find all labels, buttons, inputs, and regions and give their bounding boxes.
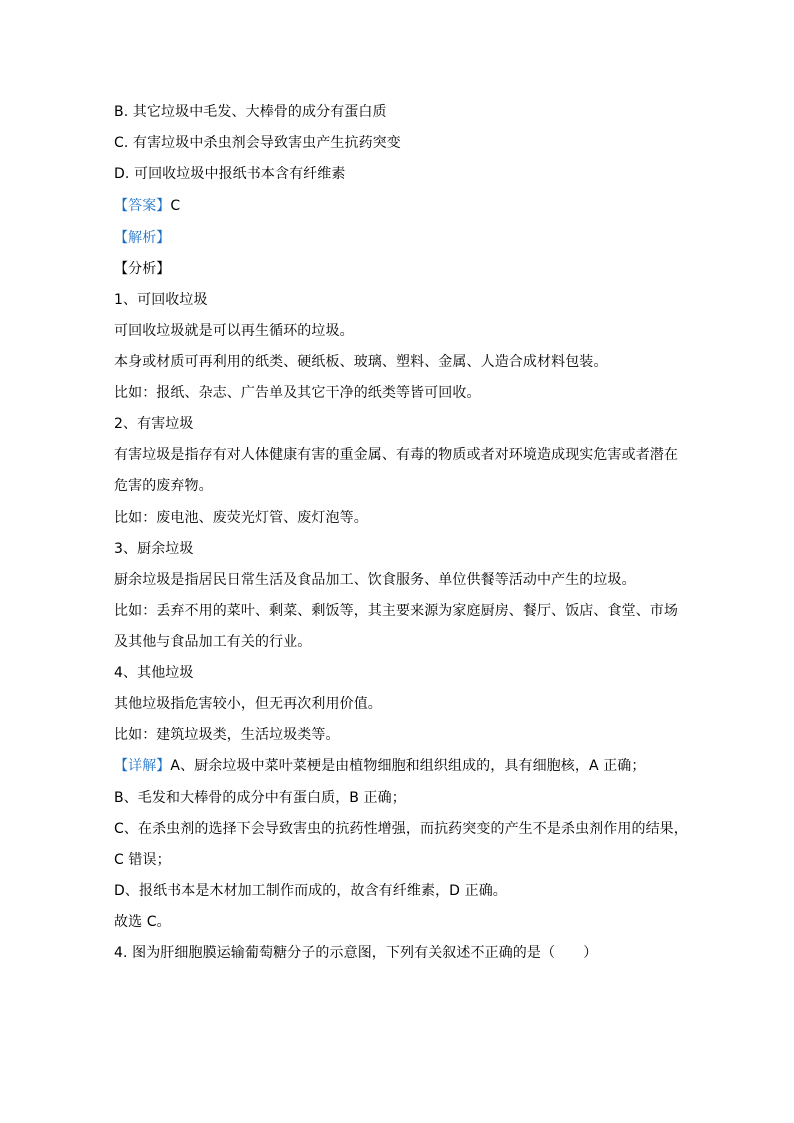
- paragraph: 本身或材质可再利用的纸类、硬纸板、玻璃、塑料、金属、人造合成材料包装。: [114, 354, 608, 370]
- paragraph: 厨余垃圾是指居民日常生活及食品加工、饮食服务、单位供餐等活动中产生的垃圾。: [114, 572, 636, 588]
- section-1-heading: 1、可回收垃圾: [114, 292, 208, 308]
- answer-value: C: [170, 198, 181, 214]
- detail-text: A、厨余垃圾中菜叶菜梗是由植物细胞和组织组成的，具有细胞核，A 正确；: [170, 758, 646, 774]
- conclusion: 故选 C。: [114, 914, 171, 930]
- paragraph: 比如：废电池、废荧光灯管、废灯泡等。: [114, 510, 368, 526]
- paragraph: B、毛发和大棒骨的成分中有蛋白质，B 正确；: [114, 790, 406, 806]
- paragraph: 危害的废弃物。: [114, 478, 213, 494]
- analysis-subheading: 【分析】: [114, 261, 171, 277]
- paragraph: 比如：建筑垃圾类，生活垃圾类等。: [114, 727, 340, 743]
- analysis-heading: [114, 228, 684, 248]
- analysis-tag: 【解析】: [114, 230, 171, 246]
- section-2-heading: 2、有害垃圾: [114, 416, 194, 432]
- paragraph: C、在杀虫剂的选择下会导致害虫的抗药性增强，而抗药突变的产生不是杀虫剂作用的结果，: [114, 821, 688, 837]
- question-4: 4. 图为肝细胞膜运输葡萄糖分子的示意图，下列有关叙述不正确的是（ ）: [114, 945, 598, 961]
- paragraph: 及其他与食品加工有关的行业。: [114, 634, 312, 650]
- section-3-heading: 3、厨余垃圾: [114, 541, 194, 557]
- paragraph: 比如：丢弃不用的菜叶、剩菜、剩饭等，其主要来源为家庭厨房、餐厅、饭店、食堂、市场: [114, 603, 678, 619]
- section-4-heading: 4、其他垃圾: [114, 665, 194, 681]
- paragraph: D、报纸书本是木材加工制作而成的，故含有纤维素，D 正确。: [114, 883, 507, 899]
- option-c: C. 有害垃圾中杀虫剂会导致害虫产生抗药突变: [114, 135, 401, 151]
- detail-tag: 【详解】: [114, 758, 171, 774]
- option-d: D. 可回收垃圾中报纸书本含有纤维素: [114, 166, 346, 182]
- paragraph: 比如：报纸、杂志、广告单及其它干净的纸类等皆可回收。: [114, 385, 481, 401]
- detail-line: [114, 756, 684, 776]
- paragraph: 其他垃圾指危害较小，但无再次利用价值。: [114, 696, 382, 712]
- option-b: B. 其它垃圾中毛发、大棒骨的成分有蛋白质: [114, 104, 387, 120]
- paragraph: 可回收垃圾就是可以再生循环的垃圾。: [114, 323, 354, 339]
- paragraph: C 错误；: [114, 852, 171, 868]
- paragraph: 有害垃圾是指存有对人体健康有害的重金属、有毒的物质或者对环境造成现实危害或者潜在: [114, 447, 678, 463]
- answer-tag: 【答案】: [114, 198, 171, 214]
- answer-line: [114, 196, 684, 216]
